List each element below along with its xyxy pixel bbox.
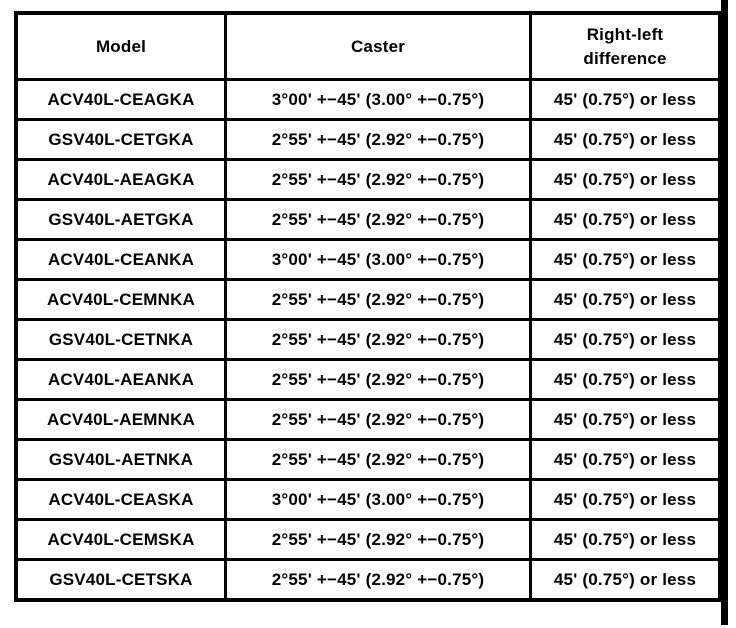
difference-cell: 45' (0.75°) or less xyxy=(531,400,721,440)
model-cell: GSV40L-AETNKA xyxy=(16,440,226,480)
caster-spec-table-container xyxy=(14,11,722,602)
caster-spec-table xyxy=(14,11,722,602)
caster-cell: 2°55' +−45' (2.92° +−0.75°) xyxy=(226,160,531,200)
column-header-model: Model xyxy=(16,13,226,80)
model-cell: ACV40L-CEMSKA xyxy=(16,520,226,560)
difference-cell: 45' (0.75°) or less xyxy=(531,280,721,320)
difference-cell: 45' (0.75°) or less xyxy=(531,360,721,400)
table-body xyxy=(16,80,720,601)
caster-cell: 2°55' +−45' (2.92° +−0.75°) xyxy=(226,360,531,400)
difference-cell: 45' (0.75°) or less xyxy=(531,200,721,240)
difference-cell: 45' (0.75°) or less xyxy=(531,480,721,520)
difference-cell: 45' (0.75°) or less xyxy=(531,80,721,120)
table-row xyxy=(16,560,720,601)
table-row xyxy=(16,200,720,240)
table-row xyxy=(16,360,720,400)
table-row xyxy=(16,480,720,520)
column-header-caster: Caster xyxy=(226,13,531,80)
header-row xyxy=(16,13,720,80)
table-row xyxy=(16,320,720,360)
model-cell: GSV40L-CETSKA xyxy=(16,560,226,601)
caster-cell: 2°55' +−45' (2.92° +−0.75°) xyxy=(226,440,531,480)
caster-cell: 2°55' +−45' (2.92° +−0.75°) xyxy=(226,200,531,240)
caster-cell: 3°00' +−45' (3.00° +−0.75°) xyxy=(226,240,531,280)
table-row xyxy=(16,120,720,160)
difference-cell: 45' (0.75°) or less xyxy=(531,320,721,360)
caster-cell: 2°55' +−45' (2.92° +−0.75°) xyxy=(226,520,531,560)
model-cell: ACV40L-CEAGKA xyxy=(16,80,226,120)
header-right-left-line1: Right-left xyxy=(586,24,664,44)
model-cell: ACV40L-AEAGKA xyxy=(16,160,226,200)
difference-cell: 45' (0.75°) or less xyxy=(531,240,721,280)
table-row xyxy=(16,440,720,480)
table-row xyxy=(16,520,720,560)
caster-cell: 3°00' +−45' (3.00° +−0.75°) xyxy=(226,80,531,120)
caster-cell: 2°55' +−45' (2.92° +−0.75°) xyxy=(226,120,531,160)
table-row xyxy=(16,400,720,440)
model-cell: GSV40L-AETGKA xyxy=(16,200,226,240)
difference-cell: 45' (0.75°) or less xyxy=(531,120,721,160)
caster-cell: 3°00' +−45' (3.00° +−0.75°) xyxy=(226,480,531,520)
caster-cell: 2°55' +−45' (2.92° +−0.75°) xyxy=(226,400,531,440)
model-cell: ACV40L-CEMNKA xyxy=(16,280,226,320)
model-cell: ACV40L-AEMNKA xyxy=(16,400,226,440)
column-header-right-left-difference xyxy=(531,13,721,80)
caster-cell: 2°55' +−45' (2.92° +−0.75°) xyxy=(226,320,531,360)
model-cell: ACV40L-CEANKA xyxy=(16,240,226,280)
difference-cell: 45' (0.75°) or less xyxy=(531,520,721,560)
table-row xyxy=(16,280,720,320)
table-row xyxy=(16,240,720,280)
model-cell: GSV40L-CETGKA xyxy=(16,120,226,160)
model-cell: ACV40L-CEASKA xyxy=(16,480,226,520)
table-header xyxy=(16,13,720,80)
header-right-left-line2: difference xyxy=(583,48,667,68)
model-cell: GSV40L-CETNKA xyxy=(16,320,226,360)
difference-cell: 45' (0.75°) or less xyxy=(531,440,721,480)
page-edge-rule xyxy=(721,0,728,625)
difference-cell: 45' (0.75°) or less xyxy=(531,160,721,200)
difference-cell: 45' (0.75°) or less xyxy=(531,560,721,601)
table-row xyxy=(16,160,720,200)
caster-cell: 2°55' +−45' (2.92° +−0.75°) xyxy=(226,560,531,601)
table-row xyxy=(16,80,720,120)
caster-cell: 2°55' +−45' (2.92° +−0.75°) xyxy=(226,280,531,320)
model-cell: ACV40L-AEANKA xyxy=(16,360,226,400)
